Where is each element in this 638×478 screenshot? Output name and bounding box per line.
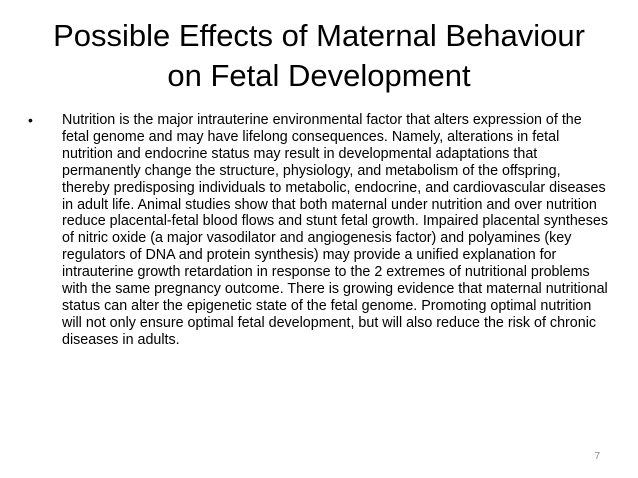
bullet-list bbox=[28, 112, 608, 349]
slide-title bbox=[20, 16, 618, 96]
slide-title-line-1: Possible Effects of Maternal Behaviour bbox=[53, 18, 585, 53]
bullet-text: Nutrition is the major intrauterine environmental factor that alters expression of the fetal genome and may have lifelong consequences. Namely, alterations in fetal nutrition and endocrine status may result in developmental adaptations that permanently change the structure, physiology, and metabolism of the offspring, thereby predisposing individuals to metabolic, endocrine, and cardiovascular diseases in adult life. Animal studies show that both maternal under nutrition and over nutrition reduce placental-fetal blood flows and stunt fetal growth. Impaired placental syntheses of nitric oxide (a major vasodilator and angiogenesis factor) and polyamines (key regulators of DNA and protein synthesis) may provide a unified explanation for intrauterine growth retardation in response to the 2 extremes of nutritional problems with the same pregnancy outcome. There is growing evidence that maternal nutritional status can alter the epigenetic state of the fetal genome. Promoting optimal nutrition will not only ensure optimal fetal development, but will also reduce the risk of chronic diseases in adults. bbox=[62, 112, 608, 348]
page-number: 7 bbox=[594, 451, 600, 462]
bullet-item bbox=[28, 112, 608, 349]
bullet-marker: • bbox=[28, 112, 33, 128]
slide-title-line-2: on Fetal Development bbox=[167, 58, 471, 93]
